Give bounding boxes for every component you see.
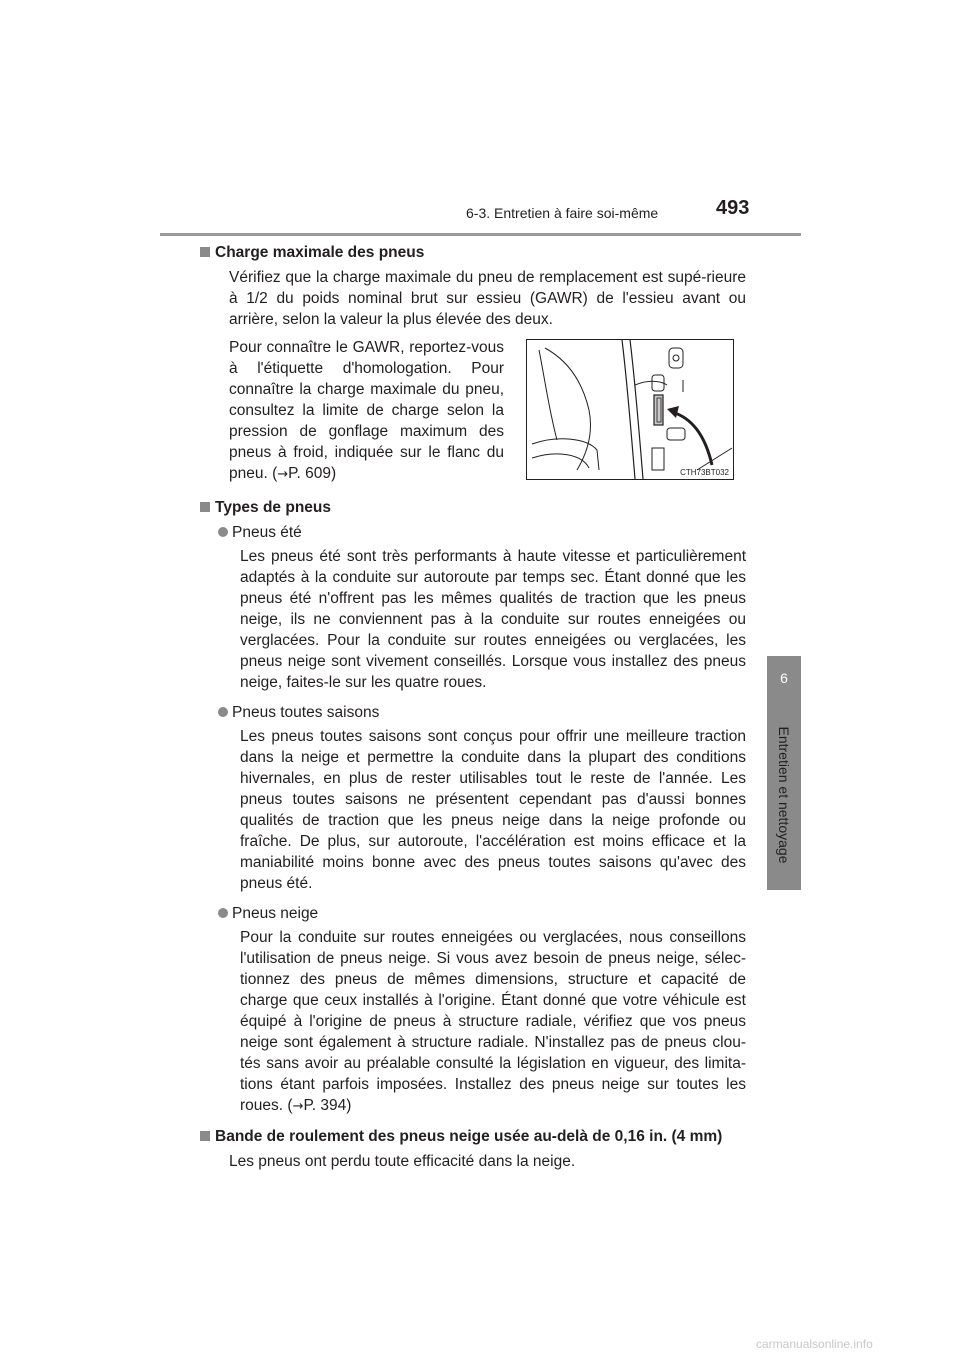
heading-charge: Charge maximale des pneus bbox=[200, 242, 735, 264]
door-pillar-icon bbox=[527, 340, 733, 479]
bullet-allseason: Pneus toutes saisons bbox=[218, 702, 736, 723]
chapter-title: Entretien et nettoyage bbox=[776, 726, 792, 864]
summer-text: Les pneus été sont très performants à haute vitesse et particulièrement adaptés à la conduite sur autoroute par temps sec. Étant donné que les pneus été n'offrent pas les mêmes qualités de traction que les pneus neige, ils ne conviennent pas à la conduite sur routes enneigées ou verglacées. Pour la conduite sur routes enneigées ou verglacées, les pneus neige sont vivement conseillés. Lorsque vous installez des pneus neige, faites-le sur les quatre roues. bbox=[240, 548, 746, 691]
heading-tread: Bande de roulement des pneus neige usée au-delà de 0,16 in. (4 mm) bbox=[200, 1126, 735, 1148]
bullet-summer: Pneus été bbox=[218, 522, 736, 543]
figure-caption: Pour connaître le GAWR, reportez-vous à l'étiquette d'homologation. Pour connaître la charge maximale du pneu, consultez la limite de charge selon la pression de gonflage maximum des pneus à froid, indiquée sur le flanc du pneu. (→P. 609) bbox=[229, 339, 504, 482]
figure-row bbox=[229, 337, 747, 485]
round-bullet-icon bbox=[218, 707, 228, 717]
snow-text: Pour la conduite sur routes enneigées ou verglacées, nous conseillons l'utilisation de pneus neige. Si vous avez besoin de pneus neige, sélec-tionnez des pneus de mêmes dimensions, structure et capacité de charge que ceux installés à l'origine. Étant donné que votre véhicule est équipé à l'origine de pneus à structure radiale, vérifiez que vos pneus neige sont également à structure radiale. N'installez pas de pneus clou-tés sans avoir au préalable consulté la législation en vigueur, des limita-tions étant parfois imposées. Installez des pneus neige sur toutes les roues. (→P. 394) bbox=[240, 929, 746, 1114]
square-bullet-icon bbox=[200, 1131, 210, 1141]
heading-types: Types de pneus bbox=[200, 497, 735, 519]
square-bullet-icon bbox=[200, 247, 210, 257]
allseason-text: Les pneus toutes saisons sont conçus pour offrir une meilleure traction dans la neige et permettre la conduite dans la plupart des conditions hivernales, en plus de rester utilisables tout le reste de l'année. Les pneus toutes saisons ne présentent cependant pas d'aussi bonnes qualités de traction que les pneus neige dans la neige profonde ou fraîche. De plus, sur autoroute, l'accélération est moins efficace et la maniabilité moins bonne avec des pneus toutes saisons qu'avec des pneus été. bbox=[240, 728, 746, 892]
figure-code: CTH73BT032 bbox=[680, 468, 729, 477]
square-bullet-icon bbox=[200, 502, 210, 512]
charge-intro: Vérifiez que la charge maximale du pneu de remplacement est supé-rieure à 1/2 du poids nominal brut sur essieu (GAWR) de l'essieu avant ou arrière, selon la valeur la plus élevée des deux. bbox=[229, 269, 746, 328]
bullet-snow: Pneus neige bbox=[218, 903, 736, 924]
certification-label-illustration bbox=[526, 339, 734, 480]
section-title: 6-3. Entretien à faire soi-même bbox=[466, 205, 659, 221]
watermark: carmanualsonline.info bbox=[756, 1337, 873, 1351]
chapter-title-tab bbox=[767, 700, 801, 890]
tread-text: Les pneus ont perdu toute efficacité dans la neige. bbox=[229, 1153, 576, 1170]
header-divider bbox=[160, 233, 801, 236]
round-bullet-icon bbox=[218, 908, 228, 918]
chapter-number-tab: 6 bbox=[767, 656, 801, 700]
page-number: 493 bbox=[716, 197, 750, 219]
round-bullet-icon bbox=[218, 527, 228, 537]
page-content bbox=[212, 242, 747, 1179]
